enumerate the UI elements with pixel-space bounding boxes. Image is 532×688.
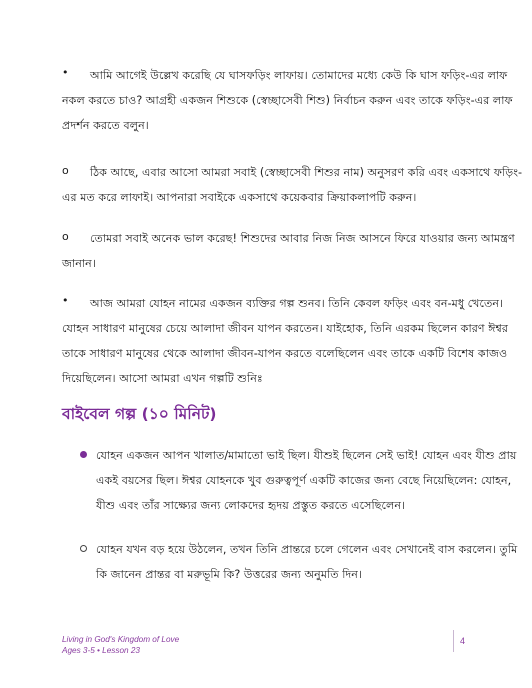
text-line: একই বয়সের ছিল। ঈশ্বর যোহনকে খুব গুরুত্বপূর্ণ একটি কাজের জন্য বেছে নিয়েছিলেন: যোহন, [96,474,512,487]
hollow-bullet-icon [80,545,87,552]
text-line: যীশু এবং তাঁর সাক্ষ্যের জন্য লোকদের হৃদয় প্রস্তুত করতে এসেছিলেন। [96,499,406,512]
paragraph [62,226,515,276]
story-paragraph [96,443,516,518]
page-number: 4 [460,636,466,646]
text-line: যোহন সাধারণ মানুষের চেয়ে আলাদা জীবন যাপন করতেন। যাইহোক, তিনি এরকম ছিলেন কারণ ঈশ্বর [62,322,509,335]
section-heading: বাইবেল গল্প (১০ মিনিট) [62,405,217,423]
text-line: তোমরা সবাই অনেক ভাল করেছ! শিশুদের আবার নিজ নিজ আসনে ফিরে যাওয়ার জন্য আমন্ত্রণ [90,232,515,245]
page-footer [62,634,179,656]
text-line: প্রদর্শন করতে বলুন। [62,119,149,132]
sub-bullet-marker: o [62,230,69,243]
text-line: জানান। [62,257,96,270]
footer-subtitle: Ages 3-5 • Lesson 23 [62,646,140,655]
text-line: নকল করতে চাও? আগ্রহী একজন শিশুকে (স্বেচ্ছাসেবী শিশু) নির্বাচন করুন এবং তাকে ফড়িং-এর লাফ [62,94,513,107]
story-paragraph [96,537,517,587]
paragraph [62,160,522,210]
bullet-marker: • [62,294,69,307]
footer-divider [453,630,454,652]
footer-title: Living in God's Kingdom of Love [62,635,180,644]
text-line: যোহন একজন আপন খালাত/মামাতো ভাই ছিল। যীশুই ছিলেন সেই ভাই! যোহন এবং যীশু প্রায় [96,449,517,462]
paragraph [62,63,513,138]
sub-bullet-marker: o [62,164,69,177]
text-line: আজ আমরা যোহন নামের একজন ব্যক্তির গল্প শুনব। তিনি কেবল ফড়িং এবং বন-মধু খেতেন। [90,297,504,310]
text-line: এর মত করে লাফাই। আপনারা সবাইকে একসাথে কয়েকবার ক্রিয়াকলাপটি করুন। [62,191,417,204]
text-line: আমি আগেই উল্লেখ করেছি যে ঘাসফড়িং লাফায়। তোমাদের মধ্যে কেউ কি ঘাস ফড়িং-এর লাফ [90,69,508,82]
paragraph [62,291,508,391]
text-line: দিয়েছিলেন। আসো আমরা এখন গল্পটি শুনিঃ [62,372,263,385]
text-line: ঠিক আছে, এবার আসো আমরা সবাই (স্বেচ্ছাসেবী শিশুর নাম) অনুসরণ করি এবং একসাথে ফড়িং- [90,166,523,179]
filled-bullet-icon [80,451,87,458]
bullet-marker: • [62,66,69,79]
text-line: যোহন যখন বড় হয়ে উঠলেন, তখন তিনি প্রান্তরে চলে গেলেন এবং সেখানেই বাস করলেন। তুমি [96,543,518,556]
text-line: কি জানেন প্রান্তর বা মরুভূমি কি? উত্তরের জন্য অনুমতি দিন। [96,568,362,581]
text-line: তাকে সাধারণ মানুষের থেকে আলাদা জীবন-যাপন করতে বলেছিলেন এবং তাকে একটি বিশেষ কাজও [62,347,508,360]
